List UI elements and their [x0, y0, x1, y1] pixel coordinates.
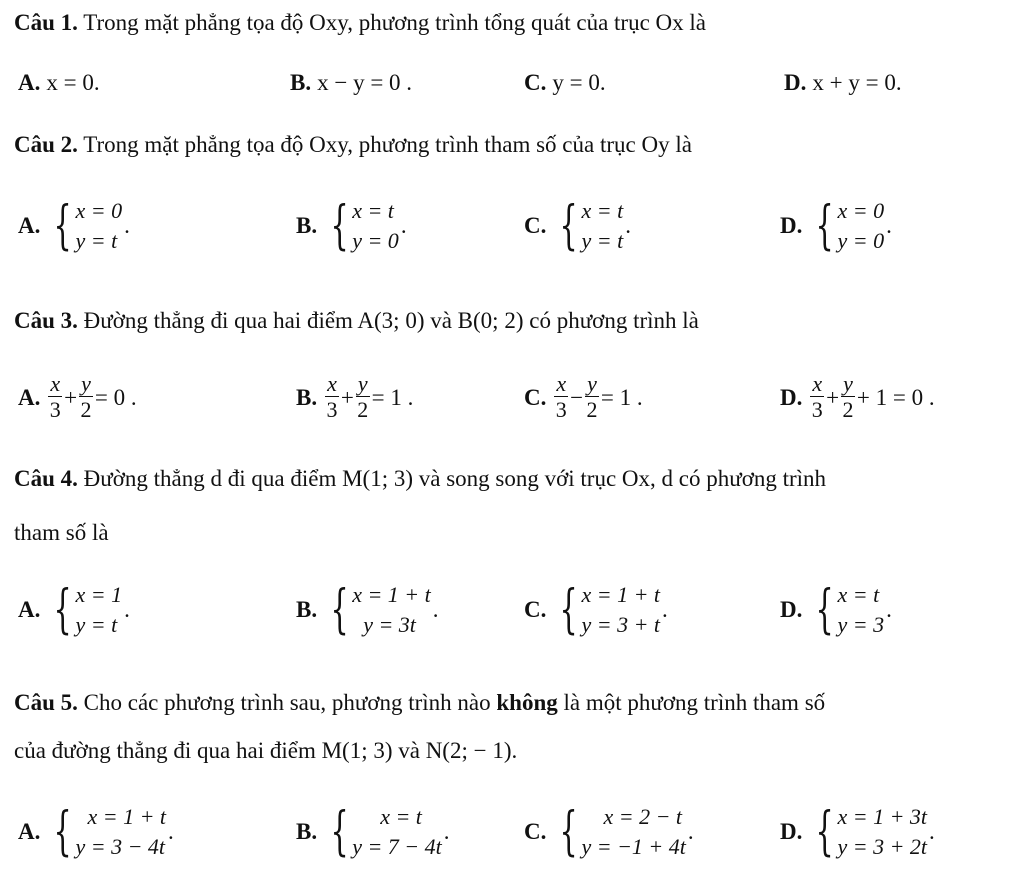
option-label: B.	[296, 597, 318, 622]
brace-icon: {	[559, 802, 579, 862]
system-line-1: x = 0	[75, 198, 123, 223]
q4-option-b[interactable]	[296, 580, 439, 640]
fraction	[325, 372, 339, 423]
question-2-text: Trong mặt phẳng tọa độ Oxy, phương trình tham số của trục Oy là	[77, 132, 692, 157]
fraction-denominator: 2	[586, 397, 598, 422]
option-end: .	[168, 819, 174, 844]
option-label: C.	[524, 213, 547, 238]
system-line-2: y = t	[75, 228, 118, 253]
option-label: B.	[290, 70, 312, 95]
question-3-options	[0, 372, 1024, 432]
system-line-1: x = t	[837, 582, 880, 607]
q2-option-d[interactable]	[780, 196, 892, 256]
option-label: D.	[784, 70, 807, 95]
fraction-numerator: x	[812, 371, 823, 396]
fraction	[48, 372, 62, 423]
option-end: .	[886, 597, 892, 622]
question-5	[14, 690, 825, 716]
option-label: D.	[780, 819, 803, 844]
option-text: x − y = 0 .	[317, 70, 413, 95]
q3-option-b[interactable]	[296, 372, 413, 423]
q3-option-c[interactable]	[524, 372, 643, 423]
q3-option-d[interactable]	[780, 372, 935, 423]
equation-system	[46, 802, 166, 862]
question-5-label: Câu 5.	[14, 690, 78, 715]
equation-system	[552, 802, 686, 862]
brace-icon: {	[330, 802, 349, 862]
option-end: .	[886, 213, 892, 238]
brace-icon: {	[330, 196, 349, 256]
fraction-numerator: y	[357, 371, 368, 396]
system-line-2: y = 3 − 4t	[75, 834, 166, 859]
system-line-1: x = 2 − t	[603, 804, 683, 829]
option-text: x + y = 0.	[812, 70, 902, 95]
q2-option-c[interactable]	[524, 196, 631, 256]
option-end: .	[662, 597, 668, 622]
option-label: A.	[18, 70, 41, 95]
system-line-2: y = t	[75, 612, 118, 637]
system-line-1: x = 1	[75, 582, 123, 607]
question-1-label: Câu 1.	[14, 10, 78, 35]
brace-icon: {	[559, 196, 579, 256]
option-end: .	[625, 213, 631, 238]
q5-option-d[interactable]	[780, 802, 935, 862]
q5-option-a[interactable]	[18, 802, 174, 862]
option-text: y = 0.	[552, 70, 606, 95]
brace-icon: {	[815, 196, 835, 256]
question-3	[14, 308, 699, 334]
option-label: A.	[18, 819, 41, 844]
option-label: B.	[296, 213, 318, 238]
fraction	[841, 372, 855, 423]
system-line-1: x = 0	[837, 198, 885, 223]
option-end: .	[124, 597, 130, 622]
fraction	[810, 372, 824, 423]
system-line-2: y = 7 − 4t	[352, 834, 442, 859]
equation-rest: = 1 .	[371, 384, 414, 410]
fraction-numerator: y	[587, 371, 597, 396]
option-text: x = 0.	[46, 70, 100, 95]
question-1-options	[0, 70, 1024, 130]
question-4-label: Câu 4.	[14, 466, 78, 491]
option-label: D.	[780, 597, 803, 622]
option-label: A.	[18, 384, 41, 410]
brace-icon: {	[815, 580, 835, 640]
fraction-denominator: 2	[357, 397, 369, 422]
option-end: .	[929, 819, 935, 844]
option-label: C.	[524, 70, 547, 95]
system-line-2: y = −1 + 4t	[581, 834, 686, 859]
equation-rest: = 0 .	[94, 384, 137, 410]
question-2-label: Câu 2.	[14, 132, 78, 157]
equation-system	[808, 196, 884, 256]
equation-system	[323, 802, 442, 862]
question-4-options	[0, 580, 1024, 640]
question-3-label: Câu 3.	[14, 308, 78, 333]
q1-option-d[interactable]	[784, 70, 902, 96]
question-3-text: Đường thẳng đi qua hai điểm A(3; 0) và B(0; 2) có phương trình là	[77, 308, 699, 333]
option-end: .	[443, 819, 450, 844]
operator: +	[826, 384, 840, 410]
fraction-denominator: 3	[555, 397, 567, 422]
q4-option-a[interactable]	[18, 580, 130, 640]
question-5-text-b: là một phương trình tham số	[557, 690, 826, 715]
equation-system	[552, 196, 623, 256]
option-label: B.	[296, 384, 318, 410]
system-line-1: x = t	[352, 198, 394, 223]
system-line-2: y = 3	[837, 612, 885, 637]
question-4	[14, 466, 826, 492]
q4-option-d[interactable]	[780, 580, 892, 640]
brace-icon: {	[53, 196, 73, 256]
fraction	[554, 372, 568, 423]
option-label: C.	[524, 384, 547, 410]
question-2-options	[0, 196, 1024, 256]
fraction-denominator: 2	[842, 397, 854, 422]
option-end: .	[400, 213, 407, 238]
operator: +	[340, 384, 354, 410]
fraction-denominator: 3	[49, 397, 61, 422]
equation-system	[808, 802, 927, 862]
option-label: A.	[18, 597, 41, 622]
brace-icon: {	[53, 802, 73, 862]
option-label: D.	[780, 384, 803, 410]
fraction-denominator: 2	[80, 397, 92, 422]
equation-system	[323, 580, 431, 640]
equation-rest: = 1 .	[600, 384, 643, 410]
question-1	[14, 10, 706, 36]
option-end: .	[687, 819, 694, 844]
fraction-numerator: x	[556, 371, 567, 396]
equation-system	[46, 196, 122, 256]
system-line-1: x = 1 + t	[87, 804, 167, 829]
fraction-numerator: x	[50, 371, 61, 396]
q3-option-a[interactable]	[18, 372, 137, 423]
option-label: B.	[296, 819, 318, 844]
fraction-denominator: 3	[811, 397, 823, 422]
system-line-2: y = 0	[352, 228, 399, 253]
option-label: C.	[524, 597, 547, 622]
system-line-1: x = t	[380, 804, 422, 829]
question-5-options	[0, 802, 1024, 862]
system-line-2: y = 3 + 2t	[837, 834, 928, 859]
brace-icon: {	[815, 802, 835, 862]
q5-option-b[interactable]	[296, 802, 450, 862]
fraction-numerator: y	[81, 371, 91, 396]
question-5-text-line-2: của đường thẳng đi qua hai điểm M(1; 3) và N(2; − 1).	[14, 738, 518, 763]
system-line-2: y = 3t	[352, 612, 416, 637]
brace-icon: {	[53, 580, 73, 640]
system-line-1: x = 1 + t	[352, 582, 431, 607]
system-line-2: y = 3 + t	[581, 612, 661, 637]
fraction-numerator: x	[327, 371, 337, 396]
question-1-text: Trong mặt phẳng tọa độ Oxy, phương trình tổng quát của trục Ox là	[77, 10, 706, 35]
system-line-1: x = 1 + t	[581, 582, 661, 607]
question-5-text-a: Cho các phương trình sau, phương trình nào	[77, 690, 497, 715]
system-line-1: x = 1 + 3t	[837, 804, 928, 829]
q1-option-c[interactable]	[524, 70, 606, 96]
brace-icon: {	[559, 580, 579, 640]
operator: −	[570, 384, 584, 410]
question-2	[14, 132, 692, 158]
equation-system	[552, 580, 660, 640]
question-4-text: Đường thẳng d đi qua điểm M(1; 3) và song song với trục Ox, d có phương trình	[77, 466, 827, 491]
q2-option-b[interactable]	[296, 196, 407, 256]
fraction-denominator: 3	[326, 397, 338, 422]
equation-system	[323, 196, 399, 256]
operator: +	[64, 384, 78, 410]
option-label: A.	[18, 213, 41, 238]
system-line-2: y = 0	[837, 228, 885, 253]
option-label: D.	[780, 213, 803, 238]
system-line-1: x = t	[581, 198, 624, 223]
q1-option-b[interactable]	[290, 70, 412, 96]
fraction	[585, 372, 599, 423]
equation-system	[808, 580, 884, 640]
option-label: C.	[524, 819, 547, 844]
system-line-2: y = t	[581, 228, 624, 253]
option-end: .	[124, 213, 130, 238]
q1-option-a[interactable]	[18, 70, 100, 96]
fraction-numerator: y	[843, 371, 853, 396]
q4-option-c[interactable]	[524, 580, 668, 640]
fraction	[356, 372, 370, 423]
brace-icon: {	[330, 580, 349, 640]
fraction	[79, 372, 93, 423]
question-5-bold: không	[496, 690, 558, 715]
q2-option-a[interactable]	[18, 196, 130, 256]
q5-option-c[interactable]	[524, 802, 694, 862]
equation-rest: + 1 = 0 .	[856, 384, 935, 410]
equation-system	[46, 580, 122, 640]
question-4-text-line-2: tham số là	[14, 520, 109, 545]
option-end: .	[432, 597, 439, 622]
